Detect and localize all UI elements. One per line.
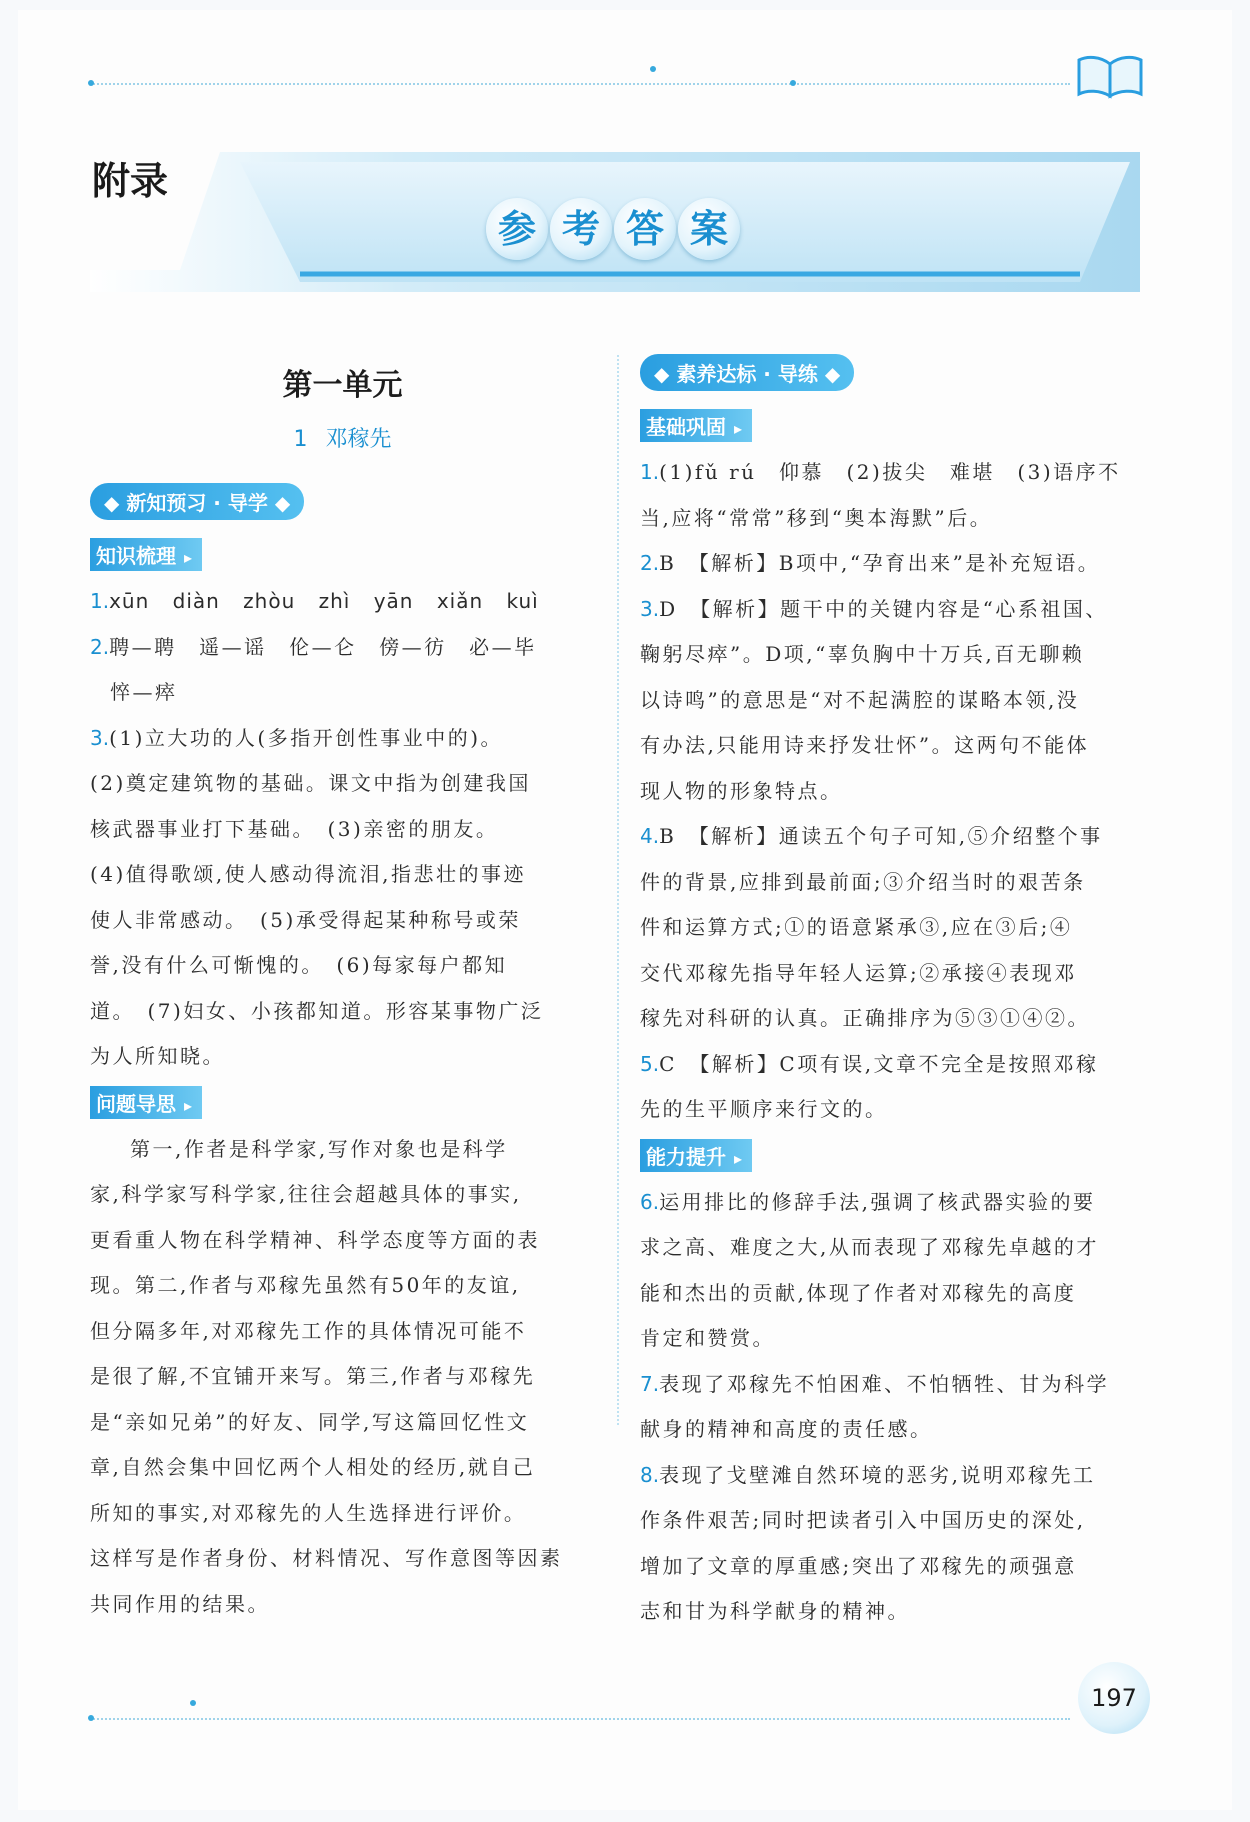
item-line: 件和运算方式;①的语意紧承③,应在③后;④ [640,915,1073,939]
answer-item [640,587,1140,633]
item-line: 运用排比的修辞手法,强调了核武器实验的要 [659,1189,1096,1214]
item-line: (2)奠定建筑物的基础。课文中指为创建我国 [90,771,531,795]
answer-item [640,1453,1140,1499]
left-column [90,350,595,1627]
rule-dot [790,80,796,86]
item-line: 有办法,只能用诗来抒发壮怀”。这两句不能体 [640,733,1090,757]
item-line: 作条件艰苦;同时把读者引入中国历史的深处, [640,1508,1086,1532]
para-line: 更看重人物在科学精神、科学态度等方面的表 [90,1227,540,1252]
item-number: 5. [640,1051,660,1076]
banner-title [486,198,740,260]
item-number: 2. [90,634,110,659]
banner-char: 案 [678,198,740,260]
item-line: 志和甘为科学献身的精神。 [640,1599,910,1623]
item-line: D 【解析】题干中的关键内容是“心系祖国、 [659,596,1108,621]
para-line: 所知的事实,对邓稼先的人生选择进行评价。 [90,1500,527,1525]
tag-knowledge: 知识梳理 ▸ [90,538,202,571]
item-line: C 【解析】C项有误,文章不完全是按照邓稼 [659,1051,1099,1076]
para-line: 章,自然会集中回忆两个人相处的经历,就自己 [90,1455,536,1479]
appendix-label: 附录 [92,159,169,203]
item-number: 6. [640,1189,660,1214]
item-line: 先的生平顺序来行文的。 [640,1097,888,1121]
item-line: 誉,没有什么可惭愧的。 (6)每家每户都知 [90,953,508,977]
item-line: 肯定和赞赏。 [640,1326,775,1350]
answer-item [640,1180,1140,1226]
item-line: 使人非常感动。 (5)承受得起某种称号或荣 [90,907,521,932]
item-line: B 【解析】B项中,“孕育出来”是补充短语。 [659,551,1101,575]
answer-item [640,814,1140,860]
item-line: 增加了文章的厚重感;突出了邓稼先的顽强意 [640,1553,1077,1578]
item-number: 2. [640,551,660,575]
item-line: (1)fǔ rú 仰慕 (2)拔尖 难堪 (3)语序不 [659,460,1121,484]
answer-item [90,625,595,671]
lesson-number: 1 [293,427,308,452]
item-line: 为人所知晓。 [90,1044,225,1068]
item-line: 交代邓稼先指导年轻人运算;②承接④表现邓 [640,960,1077,985]
para-line: 是很了解,不宜铺开来写。第三,作者与邓稼先 [90,1364,536,1388]
open-book-icon [1075,50,1145,100]
page-number: 197 [1078,1662,1150,1734]
item-line: 当,应将“常常”移到“奥本海默”后。 [640,505,993,530]
answer-item [90,579,595,625]
column-divider [617,355,619,1425]
para-line: 但分隔多年,对邓稼先工作的具体情况可能不 [90,1318,527,1343]
item-line: 道。 (7)妇女、小孩都知道。形容某事物广泛 [90,998,544,1023]
item-text-cont: 悴—瘁 [110,680,178,704]
item-text: xūn diàn zhòu zhì yān xiǎn kuì [109,589,539,613]
unit-title: 第一单元 [282,368,403,403]
item-number: 7. [640,1371,660,1396]
para-line: 是“亲如兄弟”的好友、同学,写这篇回忆性文 [90,1409,530,1434]
para-line: 现。第二,作者与邓稼先虽然有50年的友谊, [90,1273,521,1297]
right-column [640,350,1140,1635]
para-line: 这样写是作者身份、材料情况、写作意图等因素 [90,1546,563,1570]
item-line: 现人物的形象特点。 [640,778,843,803]
answer-item [640,450,1140,496]
item-line: 表现了戈壁滩自然环境的恶劣,说明邓稼先工 [659,1462,1096,1487]
item-line: 鞠躬尽瘁”。D项,“辜负胸中十万兵,百无聊赖 [640,642,1085,666]
item-line: 献身的精神和高度的责任感。 [640,1417,933,1441]
banner-char: 参 [486,198,548,260]
section-pill-preview: ◆ 新知预习 · 导学 ◆ [90,483,304,520]
item-number: 8. [640,1462,660,1487]
para-line: 家,科学家写科学家,往往会超越具体的事实, [90,1182,522,1206]
item-line: (1)立大功的人(多指开创性事业中的)。 [109,725,504,750]
answer-item [90,716,595,762]
tag-ability: 能力提升 ▸ [640,1139,752,1172]
item-line: (4)值得歌颂,使人感动得流泪,指悲壮的事迹 [90,862,527,886]
item-line: 件的背景,应排到最前面;③介绍当时的艰苦条 [640,869,1086,894]
lesson-title [90,422,595,453]
item-line: 表现了邓稼先不怕困难、不怕牺牲、甘为科学 [659,1371,1110,1396]
lesson-name: 邓稼先 [325,427,392,452]
item-line: B 【解析】通读五个句子可知,⑤介绍整个事 [659,824,1103,848]
answer-item [640,541,1140,587]
item-line: 以诗鸣”的意思是“对不起满腔的谋略本领,没 [640,687,1080,712]
banner-char: 考 [550,198,612,260]
answer-item [640,1362,1140,1408]
banner-char: 答 [614,198,676,260]
rule-dot [190,1700,196,1706]
tag-basic: 基础巩固 ▸ [640,409,752,442]
item-line: 求之高、难度之大,从而表现了邓稼先卓越的才 [640,1235,1099,1259]
para-line: 第一,作者是科学家,写作对象也是科学 [130,1136,508,1161]
item-text: 聘—聘 遥—谣 伦—仑 傍—彷 必—毕 [109,634,537,659]
rule-dot [650,66,656,72]
item-line: 能和杰出的贡献,体现了作者对邓稼先的高度 [640,1280,1077,1305]
item-number: 3. [640,596,660,621]
rule-dot [88,80,94,86]
item-number: 1. [640,460,660,484]
item-line: 稼先对科研的认真。正确排序为⑤③①④②。 [640,1006,1090,1030]
top-dotted-rule [90,83,1070,85]
item-number: 4. [640,824,660,848]
item-number: 3. [90,725,110,750]
item-line: 核武器事业打下基础。 (3)亲密的朋友。 [90,816,499,841]
answer-item [640,1042,1140,1088]
bottom-dotted-rule [90,1718,1070,1720]
para-line: 共同作用的结果。 [90,1591,270,1616]
tag-question: 问题导思 ▸ [90,1086,202,1119]
section-pill-practice: ◆ 素养达标 · 导练 ◆ [640,354,854,391]
item-number: 1. [90,589,110,613]
rule-dot [88,1715,94,1721]
